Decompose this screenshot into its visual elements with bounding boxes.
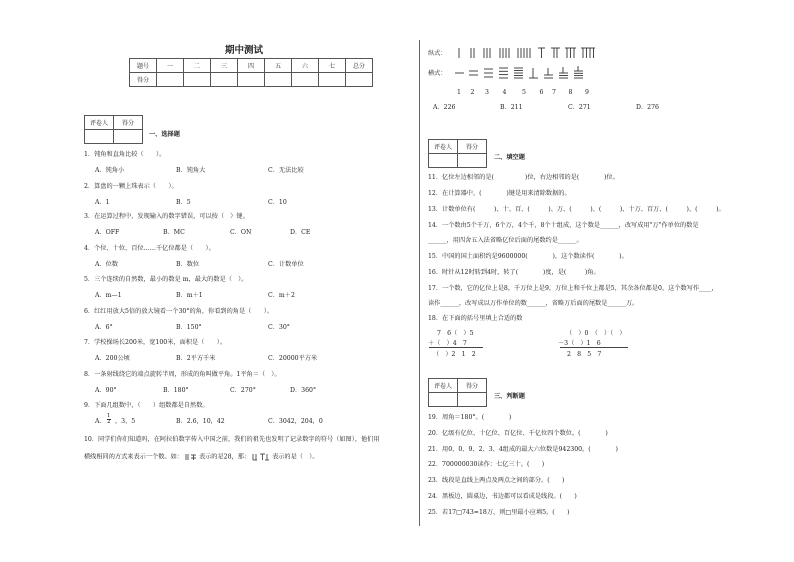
score-header-cell: 五 [265,59,292,73]
digit-label: 5 [522,89,526,96]
addition-row-1: 7 6（ ）5 [437,330,474,337]
addition-result: （ ）2 1 2 [433,351,476,358]
score-header-cell: 四 [238,59,265,73]
score-table [129,58,373,87]
option: A．m—1 [95,292,122,299]
option: A．OFF [95,229,120,236]
rod-numeral-question-icon [252,453,270,461]
question-15: 15．中国的国土面积约是9600000( )，这个数读作( )。 [428,253,628,260]
subtraction-line [560,347,628,348]
option: C．无法比较 [268,167,304,174]
digit-label: 8 [568,89,573,96]
score-entry-cell[interactable] [265,73,292,87]
grader-box-1 [84,115,143,144]
question-21: 21．用0、0、9、2、3、4组成的最大六位数是942300。( ) [428,446,618,453]
question-14-cont: ______，用四舍五入法省略亿位后面的尾数约是______。 [428,237,583,244]
score-header-cell: 题号 [130,59,157,73]
question-16: 16．时针从12时转到4时，转了( )度，是( )角。 [428,269,600,276]
option-a-label: A． [95,418,106,425]
option: B．数位 [176,261,200,268]
addition-row-2: ＋（ ）4 7 [428,340,467,347]
question-24: 24．黑板边，圆桌边，书边都可以看成是线段。( ) [428,493,577,500]
option: A．1 [95,199,110,206]
option: B．2平方千米 [176,355,216,362]
option: B．150° [176,324,202,331]
score-entry-cell[interactable] [319,73,346,87]
option: A．钝角小 [95,167,125,174]
fraction-numerator: 1 [107,413,111,419]
option: B．180° [163,387,189,394]
score-header-cell: 二 [184,59,211,73]
option: C．271 [568,104,591,111]
grader-evaluator-label: 评卷人 [429,379,458,393]
section-heading-fill: 二、填空题 [494,154,525,161]
subtraction-result: 2 8 5 7 [567,351,602,358]
fraction-one-half [107,414,111,425]
page-title: 期中测试 [225,45,264,56]
grader-score-cell[interactable] [114,130,143,144]
digit-label: 1 [457,89,461,96]
option: D．360° [290,387,317,394]
question-17-cont: 读作______，改写成以万作单位的数______，省略万后面的尾数是______万。 [428,300,639,307]
grader-evaluator-cell[interactable] [429,154,458,168]
grader-score-cell[interactable] [458,154,487,168]
score-entry-cell[interactable] [157,73,184,87]
digit-label: 4 [502,89,507,96]
rod-numeral-28-icon [185,453,197,461]
grader-evaluator-cell[interactable] [429,393,458,407]
grader-score-label: 得分 [458,379,487,393]
horizontal-form-label: 横式： [428,70,447,77]
option: C．ON [230,229,252,236]
option: B．钝角大 [176,167,206,174]
option: A．200公顷 [95,355,130,362]
question-10: 10．同学们你们知道吗，在阿拉伯数字传入中国之前，我们的祖先也发明了记录数字的符号（如图），他们用 [84,436,380,443]
option: B．m＋1 [176,292,203,299]
score-header-cell: 六 [292,59,319,73]
score-row-label: 得分 [130,73,157,87]
score-header-cell: 总分 [346,59,373,73]
vertical-form-label: 纵式： [428,50,447,57]
question-7: 7．学校操场长200米，宽100米，面积是（ ）。 [84,339,227,346]
option: C．3042，204，0 [268,418,323,425]
option: A．226 [433,104,456,111]
digit-label: 9 [585,89,589,96]
option: B．5 [176,199,191,206]
option-a-rest: ，3，5 [115,418,136,425]
option: A．位数 [95,261,119,268]
question-23: 23．线段是直线上两点及两点之间的部分。( ) [428,477,565,484]
section-heading-choice: 一、选择题 [149,131,180,138]
score-entry-cell[interactable] [346,73,373,87]
option: C．30° [268,324,290,331]
score-entry-cell[interactable] [292,73,319,87]
question-4: 4．个位、十位、百位……千亿位都是（ ）。 [84,245,215,252]
score-header-cell: 三 [211,59,238,73]
subtraction-row-1: （ ）0 （ ）（ ） [566,330,626,337]
option: C．计数单位 [268,261,304,268]
question-12: 12．在计算器中，( )键是用来清除数据的。 [428,190,571,197]
score-entry-cell[interactable] [211,73,238,87]
q10-text-a: 横线相同的方式来表示一个数。如： [84,453,183,461]
option: C．10 [268,199,287,206]
digit-label: 3 [485,89,489,96]
question-1: 1．钝角和直角比较（ ）。 [84,151,166,158]
score-header-cell: 七 [319,59,346,73]
q10-text-c: 表示的是（ ）。 [272,453,319,461]
grader-evaluator-cell[interactable] [85,130,114,144]
question-5: 5．三个连续的自然数，最小的数是 m，最大的数是（ ）。 [84,276,248,283]
question-22: 22．700000030读作：七亿三十。( ) [428,461,545,468]
question-14: 14．一个数由5个千万，6个万，4个千，8个十组成，这个数是______，改写成用"万"作单位的数是 [428,222,699,229]
option: C．m＋2 [268,292,295,299]
section-heading-judge: 三、判断题 [494,393,525,400]
grader-score-label: 得分 [114,116,143,130]
score-entry-cell[interactable] [184,73,211,87]
question-2: 2．算盘的一颗上珠表示（ ）。 [84,183,178,190]
question-9: 9．下面几组数中，（ ）组数都是自然数。 [84,402,209,409]
q10-text-b: 表示的是28，那： [198,453,251,461]
question-3: 3．在运算过程中，发现输入的数字错误，可以按（ ）键。 [84,213,249,220]
digit-label: 7 [552,89,556,96]
option: A．90° [95,387,117,394]
subtraction-row-2: －3（ ）1 6 [558,340,601,347]
score-header-cell: 一 [157,59,184,73]
question-20: 20．亿级有亿位、十亿位、百亿位、千亿位四个数位。( ) [428,430,608,437]
grader-evaluator-label: 评卷人 [85,116,114,130]
option: C．20000平方米 [268,355,318,362]
question-18: 18．在下面的括号里填上合适的数 [428,315,523,322]
question-6: 6．红红用放大5倍的放大镜看一个30°的角，你看到的角是（ ）。 [84,308,273,315]
addition-line [429,347,483,348]
question-25: 25．若17□743≈18万，则□里最小应填5。( ) [428,509,570,516]
option: C．270° [230,387,256,394]
digit-label: 2 [470,89,475,96]
question-19: 19．周角＝180°。( ) [428,414,512,421]
score-entry-cell[interactable] [238,73,265,87]
option: B．MC [163,229,185,236]
column-divider [419,40,420,526]
grader-box-3 [428,378,487,407]
digit-label: 6 [539,89,544,96]
vertical-rod-numerals-icon [455,46,605,60]
digit-labels-row [455,89,605,97]
question-17: 17．一个数，它的亿位上是8，千万位上是9，万位上和千位上都是5，其余各位都是0，这个数写作____， [428,285,718,292]
question-13: 13．计数单位有( )、十、百、( )、万、( )、( )、十万、百万、( )、( )。 [428,206,725,213]
option: D．276 [636,104,659,111]
option: D．CE [290,229,311,236]
horizontal-rod-numerals-icon [455,66,605,80]
grader-score-label: 得分 [458,140,487,154]
grader-score-cell[interactable] [458,393,487,407]
grader-box-2 [428,139,487,168]
fraction-denominator: 2 [107,419,111,425]
option: A．6° [95,324,113,331]
question-11: 11．亿位左边相邻的是( )位，右边相邻的是( )位。 [428,174,619,181]
option: B．211 [500,104,523,111]
question-10-cont [84,453,318,462]
question-8: 8．一条射线绕它的端点旋转半周，形成的角叫做平角。1平角＝（ ）。 [84,371,281,378]
grader-evaluator-label: 评卷人 [429,140,458,154]
option: B．2.6，10，42 [176,418,225,425]
